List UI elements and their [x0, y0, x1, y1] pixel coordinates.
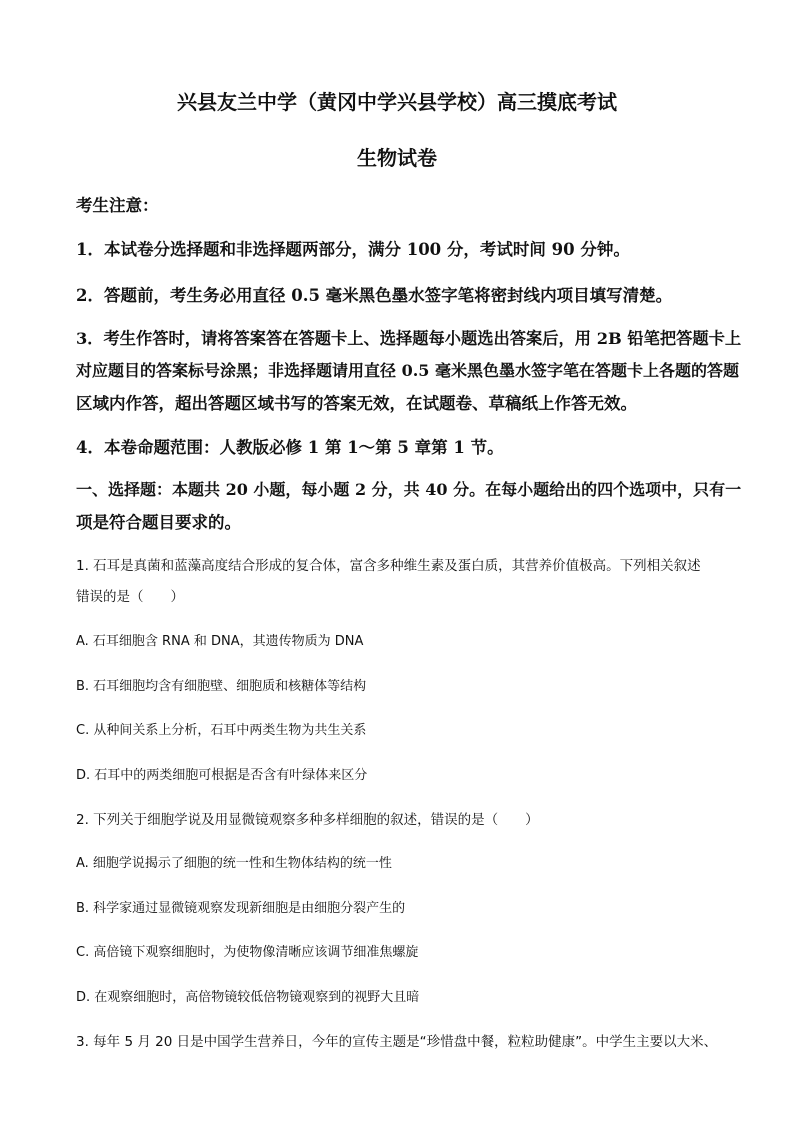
- question-2-option-b: B. 科学家通过显微镜观察发现新细胞是由细胞分裂产生的: [76, 901, 406, 916]
- question-2-stem: 2. 下列关于细胞学说及用显微镜观察多种多样细胞的叙述，错误的是（ ）: [76, 812, 539, 828]
- notice-item-3-line-3: 区域内作答，超出答题区域书写的答案无效，在试题卷、草稿纸上作答无效。: [76, 394, 637, 413]
- question-1-option-a: A. 石耳细胞含 RNA 和 DNA，其遗传物质为 DNA: [76, 634, 364, 649]
- question-1-option-b: B. 石耳细胞均含有细胞壁、细胞质和核糖体等结构: [76, 679, 367, 694]
- notice-item-3-line-2: 对应题目的答案标号涂黑；非选择题请用直径 0.5 毫米黑色墨水签字笔在答题卡上各题的答题: [76, 361, 739, 380]
- question-1-option-d: D. 石耳中的两类细胞可根据是否含有叶绿体来区分: [76, 768, 368, 783]
- question-2-option-c: C. 高倍镜下观察细胞时，为使物像清晰应该调节细准焦螺旋: [76, 945, 419, 960]
- question-1-option-c: C. 从种间关系上分析，石耳中两类生物为共生关系: [76, 723, 367, 738]
- question-2-option-a: A. 细胞学说揭示了细胞的统一性和生物体结构的统一性: [76, 856, 392, 871]
- notice-item-2: 2．答题前，考生务必用直径 0.5 毫米黑色墨水签字笔将密封线内项目填写清楚。: [76, 286, 673, 305]
- question-1-stem-line-2: 错误的是（ ）: [76, 589, 184, 605]
- notice-item-1: 1．本试卷分选择题和非选择题两部分，满分 100 分，考试时间 90 分钟。: [76, 240, 630, 259]
- exam-subject: 生物试卷: [357, 146, 437, 170]
- section-heading-line-2: 项是符合题目要求的。: [76, 513, 241, 532]
- notice-item-3-line-1: 3．考生作答时，请将答案答在答题卡上、选择题每小题选出答案后，用 2B 铅笔把答题卡上: [76, 329, 742, 348]
- question-1-stem-line-1: 1. 石耳是真菌和蓝藻高度结合形成的复合体，富含多种维生素及蛋白质，其营养价值极高。下列相关叙述: [76, 558, 701, 574]
- notice-heading: 考生注意：: [76, 196, 159, 215]
- question-3-stem-line-1: 3. 每年 5 月 20 日是中国学生营养日，今年的宣传主题是“珍惜盘中餐，粒粒助健康”。中学生主要以大米、: [76, 1034, 718, 1050]
- notice-item-4: 4．本卷命题范围：人教版必修 1 第 1～第 5 章第 1 节。: [76, 438, 504, 457]
- question-2-option-d: D. 在观察细胞时，高倍物镜较低倍物镜观察到的视野大且暗: [76, 990, 420, 1005]
- exam-title: 兴县友兰中学（黄冈中学兴县学校）高三摸底考试: [177, 90, 617, 114]
- section-heading-line-1: 一、选择题：本题共 20 小题，每小题 2 分，共 40 分。在每小题给出的四个选项中，只有一: [76, 480, 742, 499]
